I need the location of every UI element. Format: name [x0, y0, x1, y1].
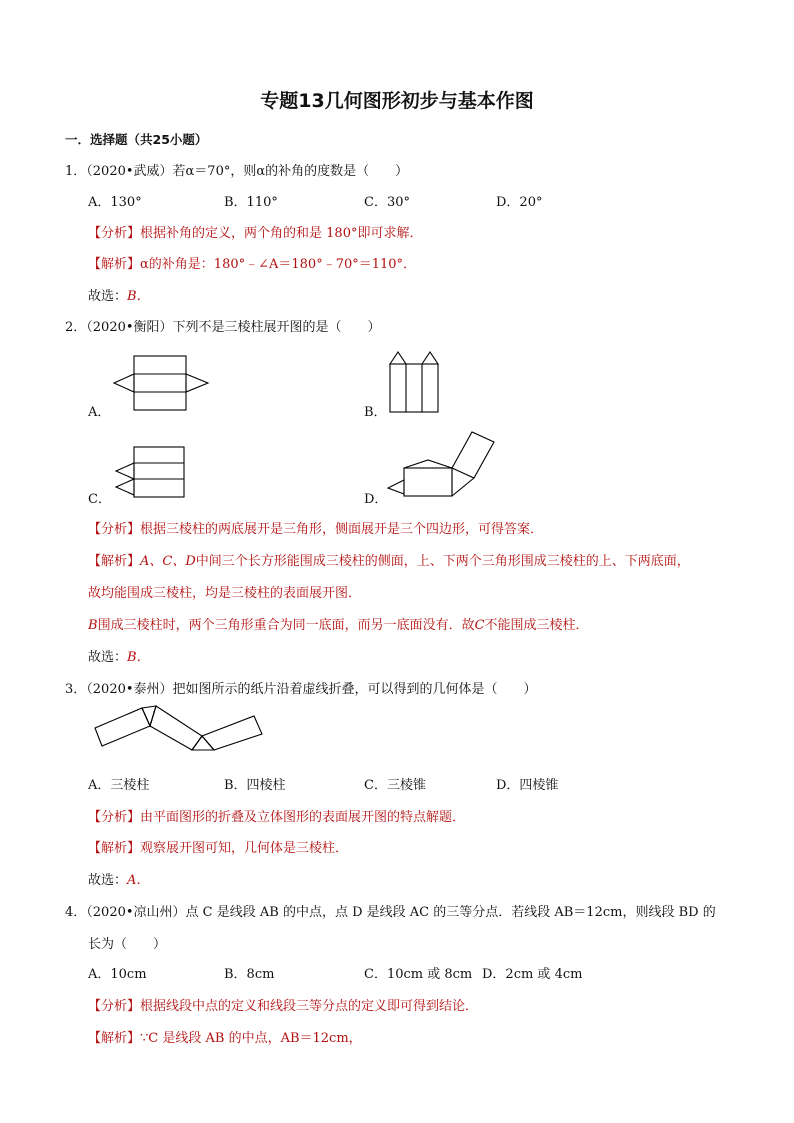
q2-figure-b [380, 346, 450, 414]
q4-solution-tag: 【解析】 [88, 1031, 141, 1046]
q2-solution-line3-end: 不能围成三棱柱． [484, 618, 589, 633]
q1-answer-value: B． [127, 289, 150, 304]
page-title: 专题13几何图形初步与基本作图 [260, 90, 534, 112]
q1-answer-prefix: 故选： [88, 289, 128, 304]
q3-answer-value: A． [127, 873, 150, 888]
q2-analysis [88, 518, 543, 537]
q1-option-d: D．20° [496, 195, 543, 210]
q4-analysis [88, 995, 478, 1014]
q1-option-c: C．30° [364, 195, 410, 210]
q1-solution [88, 253, 416, 272]
q1-answer [88, 285, 150, 304]
q2-solution-tag: 【解析】 [88, 554, 141, 569]
q1-option-b: B．110° [224, 195, 278, 210]
q4-solution-text: ∵C 是线段 AB 的中点，AB＝12cm， [140, 1031, 362, 1046]
q2-solution-text: 中间三个长方形能围成三棱柱的侧面，上、下两个三角形围成三棱柱的上、下两底面， [195, 554, 690, 569]
q4-option-c: C．10cm 或 8cm [364, 967, 473, 982]
q2-solution-letters: A、C、D [140, 554, 196, 569]
q2-figure-c [108, 445, 198, 501]
q4-stem-line2: 长为（ ） [88, 937, 167, 952]
q3-answer-prefix: 故选： [88, 873, 128, 888]
q2-analysis-text: 根据三棱柱的两底展开是三角形，侧面展开是三个四边形，可得答案． [140, 522, 544, 537]
q2-stem: 2．（2020•衡阳）下列不是三棱柱展开图的是（ ） [65, 320, 381, 335]
q1-analysis [88, 222, 422, 241]
q2-solution-line2: 故均能围成三棱柱，均是三棱柱的表面展开图． [88, 586, 362, 601]
q4-analysis-text: 根据线段中点的定义和线段三等分点的定义即可得到结论． [140, 999, 479, 1014]
q3-analysis-text: 由平面图形的折叠及立体图形的表面展开图的特点解题． [140, 810, 466, 825]
q2-answer-value: B． [127, 650, 150, 665]
q2-answer [88, 646, 150, 665]
q2-solution-line3-b: B [88, 618, 98, 633]
q2-analysis-tag: 【分析】 [88, 522, 141, 537]
q3-solution [88, 837, 348, 856]
q4-solution [88, 1027, 362, 1046]
q3-option-a: A．三棱柱 [88, 778, 150, 793]
q2-option-a: A． [88, 405, 111, 420]
q1-stem: 1．（2020•武威）若α＝70°，则α的补角的度数是（ ） [65, 164, 409, 179]
q1-analysis-tag: 【分析】 [88, 226, 141, 241]
q2-figure-a [108, 352, 216, 414]
q2-figure-d [384, 428, 504, 500]
q3-answer [88, 869, 149, 888]
q1-option-a: A．130° [88, 195, 142, 210]
q2-option-d: D． [364, 492, 388, 507]
q2-solution-line3-c: C [474, 618, 485, 633]
q4-option-a: A．10cm [88, 967, 147, 982]
q3-figure [92, 700, 267, 766]
q3-analysis-tag: 【分析】 [88, 810, 141, 825]
q3-option-c: C．三棱锥 [364, 778, 426, 793]
q1-solution-tag: 【解析】 [88, 257, 141, 272]
q3-stem: 3．（2020•泰州）把如图所示的纸片沿着虚线折叠，可以得到的几何体是（ ） [65, 682, 537, 697]
q4-option-b: B．8cm [224, 967, 275, 982]
q2-option-c: C． [88, 492, 111, 507]
q4-stem: 4．（2020•凉山州）点 C 是线段 AB 的中点，点 D 是线段 AC 的三等分点．若线段 AB＝12cm，则线段 BD 的 [65, 905, 716, 920]
q2-solution [88, 550, 690, 569]
q2-solution-line3-text: 围成三棱柱时，两个三角形重合为同一底面，而另一底面没有．故 [97, 618, 475, 633]
q4-option-d: D．2cm 或 4cm [482, 967, 583, 982]
q1-solution-text: α的补角是：180°﹣∠A＝180°﹣70°＝110°． [140, 257, 417, 272]
q3-solution-text: 观察展开图可知，几何体是三棱柱． [140, 841, 349, 856]
q2-option-b: B． [364, 405, 387, 420]
q2-solution-line3 [88, 614, 589, 633]
section-heading: 一．选择题（共25小题） [65, 132, 208, 147]
q4-analysis-tag: 【分析】 [88, 999, 141, 1014]
q2-answer-prefix: 故选： [88, 650, 128, 665]
q3-option-d: D．四棱锥 [496, 778, 559, 793]
q3-solution-tag: 【解析】 [88, 841, 141, 856]
q3-analysis [88, 806, 465, 825]
q1-analysis-text: 根据补角的定义，两个角的和是 180°即可求解． [140, 226, 423, 241]
q3-option-b: B．四棱柱 [224, 778, 286, 793]
